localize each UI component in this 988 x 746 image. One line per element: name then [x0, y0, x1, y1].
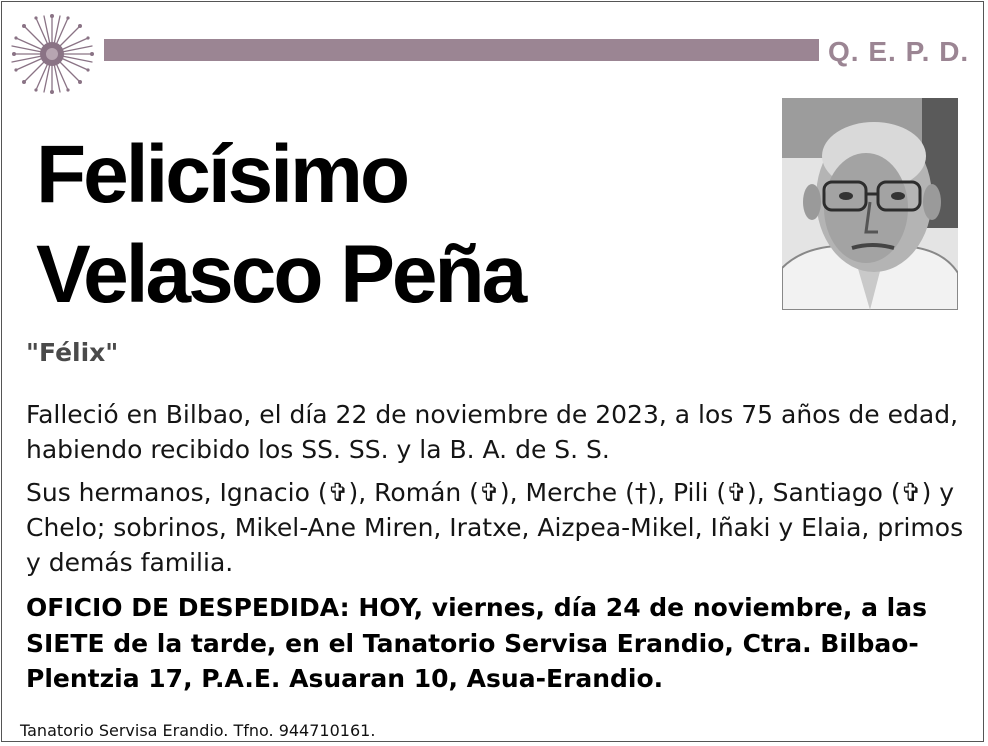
deceased-first-name: Felicísimo — [36, 129, 408, 220]
funeral-home-contact: Tanatorio Servisa Erandio. Tfno. 944710161. — [20, 721, 376, 740]
flower-ornament-icon — [8, 12, 96, 96]
portrait-photo — [782, 98, 958, 310]
qepd-badge: Q. E. P. D. — [828, 36, 970, 67]
service-text: OFICIO DE DESPEDIDA: HOY, viernes, día 24 de noviembre, a las SIETE de la tarde, en el Tanatorio Servisa Erandio, Ctra. Bilbao-Plentzia 17, P.A.E. Asuaran 10, Asua-Erandio. — [26, 593, 927, 693]
header-bar — [104, 39, 819, 61]
portrait-illustration — [782, 98, 958, 310]
family-text: Sus hermanos, Ignacio (✞), Román (✞), Merche (†), Pili (✞), Santiago (✞) y Chelo; sobrinos, Mikel-Ane Miren, Iratxe, Aizpea-Mikel, Iñaki y Elaia, primos y demás familia. — [26, 478, 964, 577]
deceased-nickname: "Félix" — [26, 338, 119, 367]
deceased-surnames: Velasco Peña — [36, 229, 525, 320]
death-notice-text: Falleció en Bilbao, el día 22 de noviembre de 2023, a los 75 años de edad, habiendo recibido los SS. SS. y la B. A. de S. S. — [26, 400, 959, 464]
obituary-card — [1, 1, 984, 742]
